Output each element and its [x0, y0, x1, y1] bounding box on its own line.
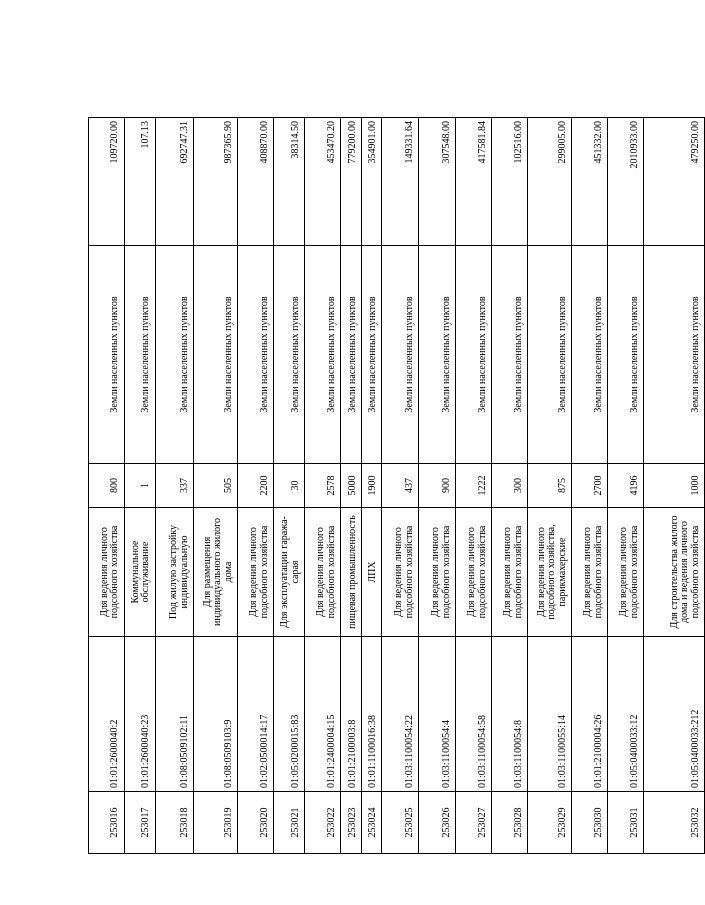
permitted-use-cell: Для ведения личного подсобного хозяйства — [238, 508, 274, 637]
cadastral-value-cell: 417581.84 — [456, 118, 492, 246]
table-row — [238, 118, 274, 854]
table-row — [419, 118, 456, 854]
permitted-use-cell: Для эксплуатации гаража-сарая — [274, 508, 305, 637]
land-category-cell: Земли населенных пунктов — [362, 246, 382, 464]
permitted-use-cell: Для размещения индивидуального жилого дома — [194, 508, 238, 637]
permitted-use-cell: Для ведения личного подсобного хозяйства — [492, 508, 528, 637]
area-cell: 4196 — [608, 464, 644, 508]
area-cell: 437 — [382, 464, 419, 508]
cadastral-value-cell: 307548.00 — [419, 118, 456, 246]
parcel-number-cell: 253024 — [362, 792, 382, 854]
area-cell: 505 — [194, 464, 238, 508]
cadastral-value-cell: 479250.00 — [644, 118, 705, 246]
area-cell: 1000 — [644, 464, 705, 508]
parcel-number-cell: 253019 — [194, 792, 238, 854]
cadastral-value-cell: 107.13 — [124, 118, 155, 246]
table-row — [341, 118, 362, 854]
table-row — [362, 118, 382, 854]
parcel-number-cell: 253025 — [382, 792, 419, 854]
cadastral-number-cell: 01:01:2400004:15 — [305, 637, 341, 792]
land-category-cell: Земли населенных пунктов — [528, 246, 572, 464]
cadastral-number-cell: 01:03:1100054:8 — [492, 637, 528, 792]
table-row — [194, 118, 238, 854]
cadastral-number-cell: 01:01:2100004:26 — [572, 637, 608, 792]
cadastral-value-cell: 109720.00 — [89, 118, 125, 246]
cadastral-value-cell: 692747.31 — [155, 118, 193, 246]
table-row — [608, 118, 644, 854]
land-category-cell: Земли населенных пунктов — [155, 246, 193, 464]
cadastral-value-cell: 102516.00 — [492, 118, 528, 246]
parcel-number-cell: 253032 — [644, 792, 705, 854]
table-row — [456, 118, 492, 854]
cadastral-number-cell: 01:08:0509102:11 — [155, 637, 193, 792]
area-cell: 900 — [419, 464, 456, 508]
cadastral-number-cell: 01:01:2100003:8 — [341, 637, 362, 792]
area-cell: 5000 — [341, 464, 362, 508]
cadastral-number-cell: 01:01:2600040:2 — [89, 637, 125, 792]
cadastral-number-cell: 01:05:0400033:212 — [644, 637, 705, 792]
table-row — [572, 118, 608, 854]
cadastral-value-cell: 299005.00 — [528, 118, 572, 246]
table-row — [124, 118, 155, 854]
table-row — [274, 118, 305, 854]
area-cell: 1 — [124, 464, 155, 508]
parcel-number-cell: 253030 — [572, 792, 608, 854]
parcel-number-cell: 253020 — [238, 792, 274, 854]
cadastral-number-cell: 01:03:1100054:4 — [419, 637, 456, 792]
parcel-number-cell: 253018 — [155, 792, 193, 854]
area-cell: 1900 — [362, 464, 382, 508]
land-category-cell: Земли населенных пунктов — [382, 246, 419, 464]
area-cell: 2700 — [572, 464, 608, 508]
cadastral-number-cell: 01:03:1100054:58 — [456, 637, 492, 792]
cadastral-value-cell: 38314.50 — [274, 118, 305, 246]
cadastral-number-cell: 01:03:1100055:14 — [528, 637, 572, 792]
table-row — [492, 118, 528, 854]
table-row — [89, 118, 125, 854]
land-category-cell: Земли населенных пунктов — [608, 246, 644, 464]
cadastral-number-cell: 01:01:1100016:38 — [362, 637, 382, 792]
land-category-cell: Земли населенных пунктов — [572, 246, 608, 464]
land-category-cell: Земли населенных пунктов — [89, 246, 125, 464]
land-category-cell: Земли населенных пунктов — [124, 246, 155, 464]
parcel-number-cell: 253028 — [492, 792, 528, 854]
land-parcels-table — [88, 117, 705, 854]
cadastral-value-cell: 408870.00 — [238, 118, 274, 246]
permitted-use-cell: Коммунальное обслуживание — [124, 508, 155, 637]
cadastral-number-cell: 01:02:0500014:17 — [238, 637, 274, 792]
parcel-number-cell: 253021 — [274, 792, 305, 854]
land-category-cell: Земли населенных пунктов — [194, 246, 238, 464]
area-cell: 337 — [155, 464, 193, 508]
permitted-use-cell: Для ведения личного подсобного хозяйства — [305, 508, 341, 637]
rotated-page — [88, 118, 705, 854]
cadastral-number-cell: 01:05:0400033:12 — [608, 637, 644, 792]
parcel-number-cell: 253017 — [124, 792, 155, 854]
area-cell: 2200 — [238, 464, 274, 508]
land-category-cell: Земли населенных пунктов — [644, 246, 705, 464]
land-category-cell: Земли населенных пунктов — [305, 246, 341, 464]
parcel-number-cell: 253031 — [608, 792, 644, 854]
cadastral-value-cell: 149331.64 — [382, 118, 419, 246]
table-row — [305, 118, 341, 854]
cadastral-value-cell: 354901.00 — [362, 118, 382, 246]
permitted-use-cell: Для ведения личного подсобного хозяйства — [89, 508, 125, 637]
area-cell: 1222 — [456, 464, 492, 508]
cadastral-number-cell: 01:05:0200015:83 — [274, 637, 305, 792]
land-category-cell: Земли населенных пунктов — [238, 246, 274, 464]
table-row — [382, 118, 419, 854]
land-category-cell: Земли населенных пунктов — [274, 246, 305, 464]
parcel-number-cell: 253029 — [528, 792, 572, 854]
area-cell: 30 — [274, 464, 305, 508]
area-cell: 2578 — [305, 464, 341, 508]
permitted-use-cell: Для ведения личного подсобного хозяйства — [608, 508, 644, 637]
cadastral-number-cell: 01:01:2600040:23 — [124, 637, 155, 792]
cadastral-value-cell: 987365.90 — [194, 118, 238, 246]
parcel-number-cell: 253026 — [419, 792, 456, 854]
cadastral-value-cell: 453470.20 — [305, 118, 341, 246]
area-cell: 800 — [89, 464, 125, 508]
land-category-cell: Земли населенных пунктов — [419, 246, 456, 464]
land-category-cell: Земли населенных пунктов — [456, 246, 492, 464]
permitted-use-cell: Для строительства жилого дома и ведения личного подсобного хозяйства — [644, 508, 705, 637]
cadastral-number-cell: 01:08:0509103:9 — [194, 637, 238, 792]
parcel-number-cell: 253027 — [456, 792, 492, 854]
area-cell: 300 — [492, 464, 528, 508]
parcel-number-cell: 253022 — [305, 792, 341, 854]
permitted-use-cell: Для ведения личного подсобного хозяйства — [572, 508, 608, 637]
parcel-number-cell: 253023 — [341, 792, 362, 854]
table-row — [155, 118, 193, 854]
table-row — [644, 118, 705, 854]
permitted-use-cell: Для ведения личного подсобного хозяйства, парикмахерские — [528, 508, 572, 637]
permitted-use-cell: пищевая промышленность — [341, 508, 362, 637]
cadastral-value-cell: 2010933.00 — [608, 118, 644, 246]
permitted-use-cell: Для ведения личного подсобного хозяйства — [382, 508, 419, 637]
cadastral-number-cell: 01:03:1100054:22 — [382, 637, 419, 792]
permitted-use-cell: ЛПХ — [362, 508, 382, 637]
permitted-use-cell: Для ведения личного подсобного хозяйства — [419, 508, 456, 637]
permitted-use-cell: Для ведения личного подсобного хозяйства — [456, 508, 492, 637]
parcel-number-cell: 253016 — [89, 792, 125, 854]
cadastral-value-cell: 451332.00 — [572, 118, 608, 246]
land-category-cell: Земли населенных пунктов — [492, 246, 528, 464]
table-row — [528, 118, 572, 854]
area-cell: 875 — [528, 464, 572, 508]
permitted-use-cell: Под жилую застройку индивидуальную — [155, 508, 193, 637]
land-category-cell: Земли населенных пунктов — [341, 246, 362, 464]
cadastral-value-cell: 779200.00 — [341, 118, 362, 246]
